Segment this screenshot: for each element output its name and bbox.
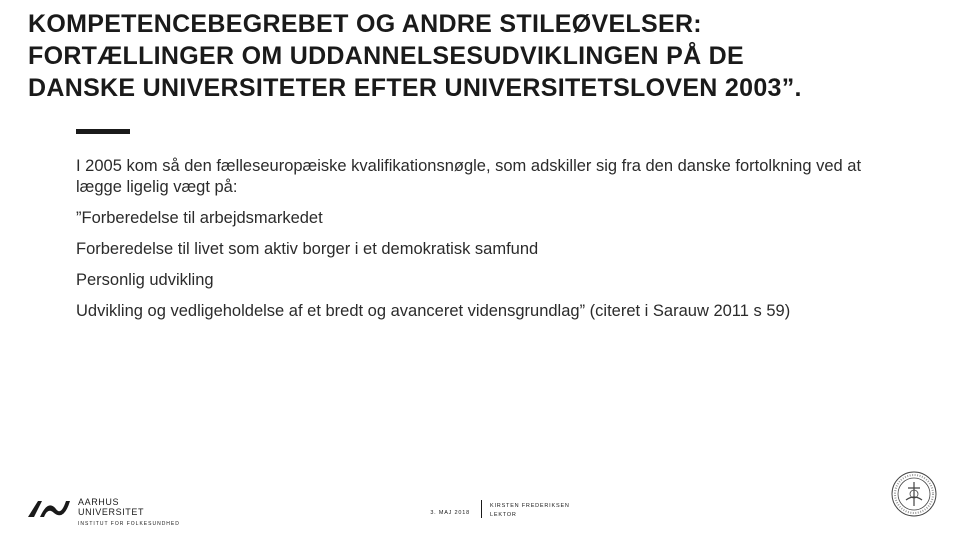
body-paragraph: Udvikling og vedligeholdelse af et bredt og avanceret vidensgrundlag” (citeret i Sarauw 2011 s 59) (76, 302, 791, 320)
author-title: LEKTOR (490, 512, 517, 518)
slide-body (76, 156, 896, 332)
title-line: FORTÆLLINGER OM UDDANNELSESUDVIKLINGEN PÅ DE (28, 42, 744, 70)
au-wave-logo-icon (26, 497, 72, 519)
body-paragraph: ”Forberedelse til arbejdsmarkedet (76, 209, 323, 227)
body-paragraph: I 2005 kom så den fælleseuropæiske kvalifikationsnøgle, som adskiller sig fra den danske fortolkning ved at lægge ligelig vægt på: (76, 157, 862, 196)
footer-author (490, 502, 570, 520)
university-name (78, 497, 180, 529)
university-line1: AARHUS (78, 497, 120, 507)
department-name: INSTITUT FOR FOLKESUNDHED (78, 521, 180, 527)
body-paragraph: Personlig udvikling (76, 271, 214, 289)
title-line: DANSKE UNIVERSITETER EFTER UNIVERSITETSLOVEN 2003”. (28, 74, 802, 102)
footer-separator (481, 500, 482, 518)
author-name: KIRSTEN FREDERIKSEN (490, 503, 570, 509)
slide-title (28, 8, 938, 104)
body-paragraph: Forberedelse til livet som aktiv borger i et demokratisk samfund (76, 240, 539, 258)
university-seal-icon (890, 470, 938, 518)
footer-date: 3. MAJ 2018 (430, 510, 470, 516)
title-line: KOMPETENCEBEGREBET OG ANDRE STILEØVELSER: (28, 10, 702, 38)
university-line2: UNIVERSITET (78, 507, 145, 517)
title-underline-divider (76, 129, 130, 134)
